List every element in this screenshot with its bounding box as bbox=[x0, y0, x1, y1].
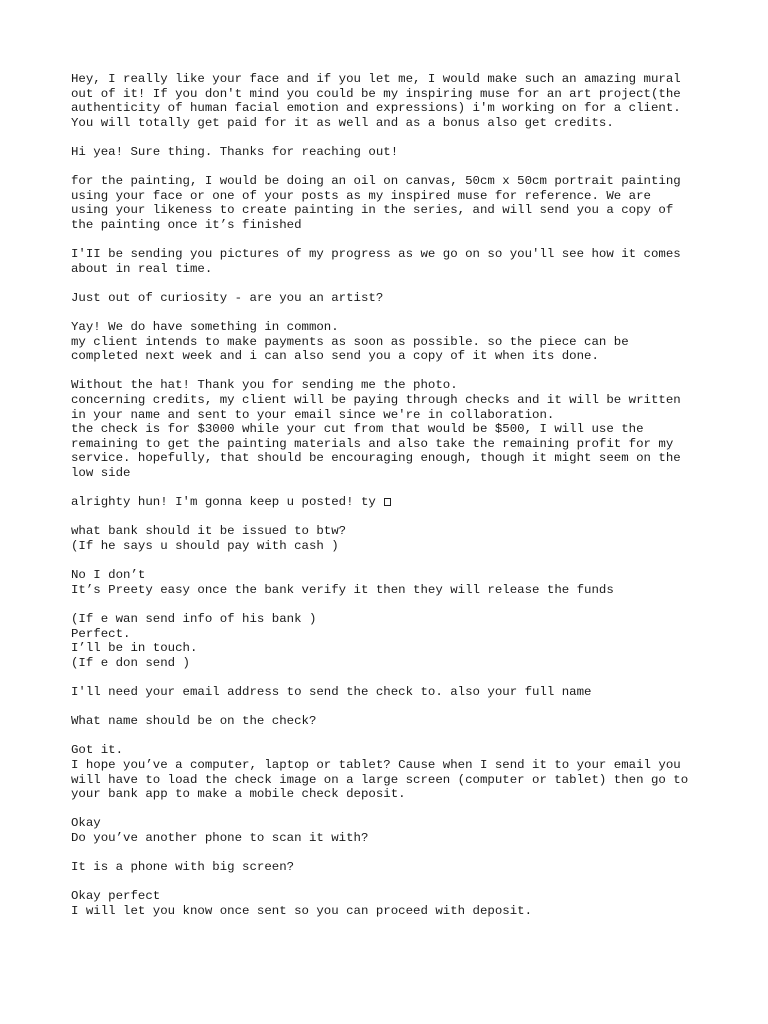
text-line: I will let you know once sent so you can proceed with deposit. bbox=[71, 903, 533, 918]
text-line: in your name and sent to your email since we're in collaboration. bbox=[71, 407, 555, 422]
text-line: Do you’ve another phone to scan it with? bbox=[71, 830, 369, 845]
text-line: What name should be on the check? bbox=[71, 714, 317, 729]
paragraph bbox=[71, 320, 731, 364]
text-line: Okay bbox=[71, 816, 101, 831]
text-line: Yay! We do have something in common. bbox=[71, 320, 339, 335]
paragraph bbox=[71, 145, 731, 160]
paragraph bbox=[71, 174, 731, 232]
document-page bbox=[71, 72, 731, 933]
text-line: I'II be sending you pictures of my progress as we go on so you'll see how it comes bbox=[71, 247, 681, 262]
paragraph bbox=[71, 816, 731, 845]
paragraph bbox=[71, 860, 731, 875]
paragraph bbox=[71, 743, 731, 801]
text-line: using your face or one of your posts as my inspired muse for reference. We are bbox=[71, 188, 651, 203]
text-line: will have to load the check image on a large screen (computer or tablet) then go to bbox=[71, 772, 689, 787]
paragraph bbox=[71, 495, 731, 510]
text-line: for the painting, I would be doing an oil on canvas, 50cm x 50cm portrait painting bbox=[71, 174, 681, 189]
text-line: authenticity of human facial emotion and expressions) i'm working on for a client. bbox=[71, 101, 681, 116]
text-line: (If he says u should pay with cash ) bbox=[71, 539, 339, 553]
paragraph bbox=[71, 714, 731, 729]
text-line: I hope you’ve a computer, laptop or tablet? Cause when I send it to your email you bbox=[71, 757, 681, 772]
text-line bbox=[71, 495, 731, 510]
text-line: It is a phone with big screen? bbox=[71, 860, 295, 875]
paragraph bbox=[71, 524, 731, 553]
paragraph bbox=[71, 247, 731, 276]
text-line: remaining to get the painting materials and also take the remaining profit for my bbox=[71, 436, 674, 451]
text-line: service. hopefully, that should be encouraging enough, though it might seem on the bbox=[71, 451, 681, 466]
text-line: using your likeness to create painting in the series, and will send you a copy of bbox=[71, 203, 674, 218]
text-line: out of it! If you don't mind you could be my inspiring muse for an art project(the bbox=[71, 86, 681, 101]
text-line: what bank should it be issued to btw? bbox=[71, 524, 347, 539]
text-line: my client intends to make payments as soon as possible. so the piece can be bbox=[71, 334, 629, 349]
text-line: completed next week and i can also send you a copy of it when its done. bbox=[71, 349, 599, 364]
paragraph bbox=[71, 291, 731, 306]
text-line: Hi yea! Sure thing. Thanks for reaching out! bbox=[71, 144, 399, 159]
text-line: the check is for $3000 while your cut from that would be $500, I will use the bbox=[71, 422, 644, 437]
text-line: (If e don send ) bbox=[71, 655, 190, 670]
text-line: You will totally get paid for it as well and as a bonus also get credits. bbox=[71, 115, 614, 130]
paragraph bbox=[71, 612, 731, 670]
paragraph bbox=[71, 378, 731, 480]
missing-emoji-icon bbox=[384, 498, 391, 506]
text-line: your bank app to make a mobile check deposit. bbox=[71, 787, 406, 802]
paragraph bbox=[71, 568, 731, 597]
text-line: Okay perfect bbox=[71, 889, 161, 904]
paragraph bbox=[71, 72, 731, 130]
text-line: low side bbox=[71, 466, 131, 481]
text-line: I'll need your email address to send the check to. also your full name bbox=[71, 684, 592, 699]
text-line-content: alrighty hun! I'm gonna keep u posted! ty bbox=[71, 495, 376, 510]
text-line: No I don’t bbox=[71, 568, 146, 583]
text-line: I’ll be in touch. bbox=[71, 641, 198, 656]
text-line: (If e wan send info of his bank ) bbox=[71, 611, 317, 626]
text-line: Just out of curiosity - are you an artist? bbox=[71, 290, 384, 305]
text-line: Hey, I really like your face and if you let me, I would make such an amazing mural bbox=[71, 72, 681, 86]
paragraph bbox=[71, 685, 731, 700]
text-line: It’s Preety easy once the bank verify it then they will release the funds bbox=[71, 582, 614, 597]
text-line: the painting once it’s finished bbox=[71, 217, 302, 232]
text-line: Perfect. bbox=[71, 626, 131, 641]
text-line: about in real time. bbox=[71, 261, 213, 276]
text-line: Without the hat! Thank you for sending me the photo. bbox=[71, 378, 458, 393]
paragraph bbox=[71, 889, 731, 918]
text-line: Got it. bbox=[71, 743, 124, 758]
text-line: concerning credits, my client will be paying through checks and it will be written bbox=[71, 393, 681, 408]
